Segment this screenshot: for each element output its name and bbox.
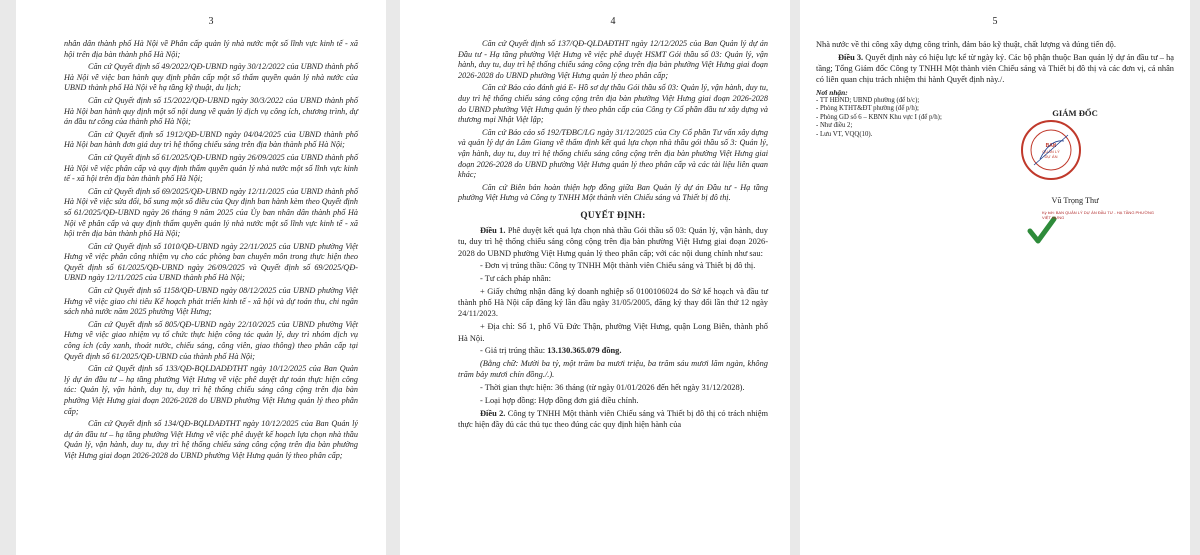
preamble-paragraph: Căn cứ Quyết định số 49/2022/QĐ-UBND ngày 30/12/2022 của UBND thành phố Hà Nội về việc ban hành quy định phân cấp một số thẩm quyền quản lý nhà nước của UBND thành phố Hà Nội về hạ tầng kỹ thuật, du lịch; [64, 62, 358, 93]
digital-signature-info: Ký bởi: BAN QUẢN LÝ DỰ ÁN ĐẦU TƯ - HẠ TẦNG PHƯỜNG VIỆT HƯNG [1042, 210, 1154, 220]
preamble-paragraph: Căn cứ Quyết định số 134/QĐ-BQLDAĐTHT ngày 10/12/2025 của Ban Quản lý dự án đầu tư – hạ tầng phường Việt Hưng về việc phê duyệt kế hoạch lựa chọn nhà thầu Quản lý, vận hành, duy tu, duy trì hệ thống chiếu sáng công cộng trên địa bàn phường Việt Hưng giai đoạn 2026-2028 do UBND phường Việt Hưng quản lý theo phân cấp; [64, 419, 358, 460]
contract-value-amount: 13.130.365.079 đồng. [547, 346, 622, 356]
preamble-paragraph: Căn cứ Quyết định số 69/2025/QĐ-UBND ngày 12/11/2025 của UBND thành phố Hà Nội về việc sửa đổi, bổ sung một số điều của Quy định ban hành kèm theo Quyết định số 61/2025/QĐ-UBND ngày 26 tháng 9 năm 2025 của Ủy ban nhân dân thành phố Hà Nội về phân cấp và quy định thẩm quyền quản lý nhà nước một số lĩnh vực kinh tế - xã hội trên địa bàn thành phố Hà Nội; [64, 186, 358, 239]
svg-text:BAN: BAN [1045, 143, 1057, 149]
article-2-label: Điều 2. [480, 408, 506, 418]
contract-type: - Loại hợp đồng: Hợp đồng đơn giá điều chỉnh. [480, 396, 639, 406]
preamble-paragraph: Căn cứ Quyết định số 1912/QĐ-UBND ngày 04/04/2025 của UBND thành phố Hà Nội ban hành đơn giá duy trì hệ thống chiếu sáng trên địa bàn thành phố Hà Nội; [64, 129, 358, 150]
preamble-paragraph: Căn cứ Quyết định số 137/QĐ-QLDAĐTHT ngày 12/12/2025 của Ban Quản lý dự án Đầu tư - Hạ tầng phường Việt Hưng về việc phê duyệt HSMT Gói thầu số 03: Quản lý, vận hành, duy tu, duy trì hệ thống chiếu sáng công cộng trên địa bàn phường Việt Hưng giai đoạn 2026-2028 do UBND phường Việt Hưng quản lý theo phân cấp; [458, 39, 768, 80]
signer-name: Vũ Trọng Thư [1051, 196, 1099, 205]
preamble-paragraph: Căn cứ Quyết định số 15/2022/QĐ-UBND ngày 30/3/2022 của UBND thành phố Hà Nội ban hành quy định một số nội dung về quản lý dịch vụ công ích, chương trình, dự án đầu tư công của thành phố Hà Nội; [64, 95, 358, 127]
recipients-block [816, 88, 986, 140]
article-1-label: Điều 1. [480, 225, 506, 235]
svg-text:QUẢN LÝ: QUẢN LÝ [1042, 149, 1060, 154]
preamble-paragraph: Căn cứ Báo cáo số 192/TĐBC/LG ngày 31/12/2025 của Cty Cổ phần Tư vấn xây dựng và quản lý dự án Lâm Giang về thẩm định kết quả lựa chọn nhà thầu gói thầu số 3: Quản lý, vận hành, duy tu, duy trì hệ thống chiếu sáng công cộng trên địa bàn phường Việt Hưng giai đoạn 2026-2028 do UBND phường Việt Hưng quản lý theo phân cấp và các tài liệu liên quan khác; [458, 127, 768, 180]
article-1 [458, 225, 768, 259]
signer-title: GIÁM ĐỐC [1052, 108, 1098, 118]
bidder-address: + Địa chỉ: Số 1, phố Vũ Đức Thận, phường Việt Hưng, quận Long Biên, thành phố Hà Nội. [458, 322, 768, 343]
preamble-paragraph: Căn cứ Quyết định số 133/QĐ-BQLDADĐTHT ngày 10/12/2025 của Ban Quản lý dự án đầu tư – hạ tầng phường Việt Hưng về việc phê duyệt dự toán thực hiện công tác: Quản lý, vận hành, duy tu, duy trì hệ thống chiếu sáng công cộng trên địa bàn phường Việt Hưng giai đoạn 2026-2028 do UBND phường Việt Hưng quản lý theo phân cấp; [64, 364, 358, 416]
document-page-5 [800, 0, 1190, 555]
article-3-text: Quyết định này có hiệu lực kể từ ngày ký. Các bộ phận thuộc Ban quản lý dự án đầu tư – hạ tầng; Tổng Giám đốc Công ty TNHH Một thành viên Chiếu sáng và Thiết bị đô thị và các đơn vị, cá nhân có liên quan chịu trách nhiệm thi hành Quyết định này./. [816, 52, 1175, 85]
recipient-item: - Như điều 2; [816, 122, 853, 130]
page-number: 3 [208, 16, 214, 27]
article-2 [458, 408, 768, 431]
svg-text:DỰ ÁN: DỰ ÁN [1044, 154, 1058, 159]
contract-value-in-words: (Bằng chữ: Mười ba tỷ, một trăm ba mươi triệu, ba trăm sáu mươi lăm ngàn, không trăm bảy mươi chín đồng./.). [458, 359, 768, 380]
preamble-paragraph: nhân dân thành phố Hà Nội về Phân cấp quản lý nhà nước một số lĩnh vực kinh tế - xã hội trên địa bàn thành phố Hà Nội; [64, 39, 358, 59]
document-page-3 [16, 0, 386, 555]
preamble-paragraph: Căn cứ Biên bản hoàn thiện hợp đồng giữa Ban Quản lý dự án Đầu tư - Hạ tầng phường Việt Hưng và Công ty TNHH Một thành viên Chiếu sáng và Thiết bị đô thị. [458, 182, 768, 203]
legal-status-label: - Tư cách pháp nhân: [480, 274, 551, 284]
document-page-4 [400, 0, 790, 555]
preamble-paragraph: Căn cứ Quyết định số 1010/QĐ-UBND ngày 22/11/2025 của UBND phường Việt Hưng về việc phân công nhiệm vụ cho các phòng ban chuyên môn trong thực hiện theo Quyết định số 61/2025/QĐ-UBND ngày 26/09/2025 và Quyết định số 69/2025/QĐ-UBND ngày 12/11/2025 của UBND thành phố Hà Nội; [64, 241, 358, 283]
page-number: 4 [610, 16, 616, 27]
article-2-continuation: Nhà nước về thi công xây dựng công trình, đảm bảo kỹ thuật, chất lượng và đúng tiến độ. [816, 40, 1116, 49]
preamble-paragraph: Căn cứ Quyết định số 805/QĐ-UBND ngày 22/10/2025 của UBND phường Việt Hưng về việc giao nhiệm vụ tổ chức thực hiện công tác quản lý, duy trì nhóm dịch vụ công ích (cây xanh, thoát nước, chiếu sáng, công viên, giao thông) theo phân cấp tại Quyết định số 61/2025/QĐ-UBND của thành phố Hà Nội; [64, 319, 358, 361]
recipient-item: - Phòng GD số 6 – KBNN Khu vực I (để p/h); [816, 113, 942, 121]
contract-value [458, 345, 768, 356]
preamble-paragraph: Căn cứ Quyết định số 1158/QĐ-UBND ngày 08/12/2025 của UBND phường Việt Hưng về việc giao chi tiêu Kế hoạch phát triển kinh tế - xã hội và dự toán thu, chi ngân sách nhà nước năm 2025 phường Việt Hưng; [64, 286, 358, 317]
recipients-title: Nơi nhận: [816, 87, 848, 97]
article-3-label: Điều 3. [838, 52, 864, 62]
implementation-duration: - Thời gian thực hiện: 36 tháng (từ ngày 01/01/2026 đến hết ngày 31/12/2028). [480, 383, 745, 393]
preamble-paragraph: Căn cứ Quyết định số 61/2025/QĐ-UBND ngày 26/09/2025 của UBND thành phố Hà Nội về việc phân cấp và quy định thẩm quyền quản lý nhà nước một số lĩnh vực kinh tế - xã hội trên địa bàn thành phố Hà Nội; [64, 152, 358, 184]
registration-certificate: + Giấy chứng nhận đăng ký doanh nghiệp số 0100106024 do Sở kế hoạch và đầu tư thành phố Hà Nội cấp đăng ký lần đầu ngày 31/05/2005, đăng ký thay đổi lần thứ 12 ngày 24/11/2023. [458, 286, 768, 319]
article-3 [816, 52, 1174, 86]
article-2-text: Công ty TNHH Một thành viên Chiếu sáng và Thiết bị đô thị có trách nhiệm thực hiện đầy đủ các thủ tục theo đúng các quy định hiện hành của [458, 408, 768, 430]
recipient-item: - Phòng KTHT&ĐT phường (để p/h); [816, 105, 919, 113]
recipient-item: - TT HĐND; UBND phường (để b/c); [816, 96, 920, 104]
decision-heading: QUYẾT ĐỊNH: [580, 209, 646, 220]
official-stamp-icon [1020, 119, 1082, 181]
recipient-item: - Lưu VT, VQQ(10). [816, 131, 873, 139]
preamble-paragraph: Căn cứ Báo cáo đánh giá E- Hồ sơ dự thầu Gói thầu số 03: Quản lý, vận hành, duy tu, duy trì hệ thống chiếu sáng công cộng trên địa bàn phường Việt Hưng giai đoạn 2026-2028 do UBND phường Việt Hưng quản lý theo phân cấp của Công ty Cổ phần đầu tư xây dựng và thương mại Nhật Việt lập; [458, 83, 768, 125]
article-1-text: Phê duyệt kết quả lựa chọn nhà thầu Gói thầu số 03: Quản lý, vận hành, duy tu, duy trì hệ thống chiếu sáng công cộng trên địa bàn phường Việt Hưng giai đoạn 2026-2028 do UBND phường Việt Hưng quản lý theo phân cấp; với các nội dung chính như sau: [458, 225, 768, 258]
page-number: 5 [992, 16, 998, 27]
winning-bidder: - Đơn vị trúng thầu: Công ty TNHH Một thành viên Chiếu sáng và Thiết bị đô thị. [480, 261, 756, 271]
contract-value-label: - Giá trị trúng thầu: [480, 346, 548, 356]
